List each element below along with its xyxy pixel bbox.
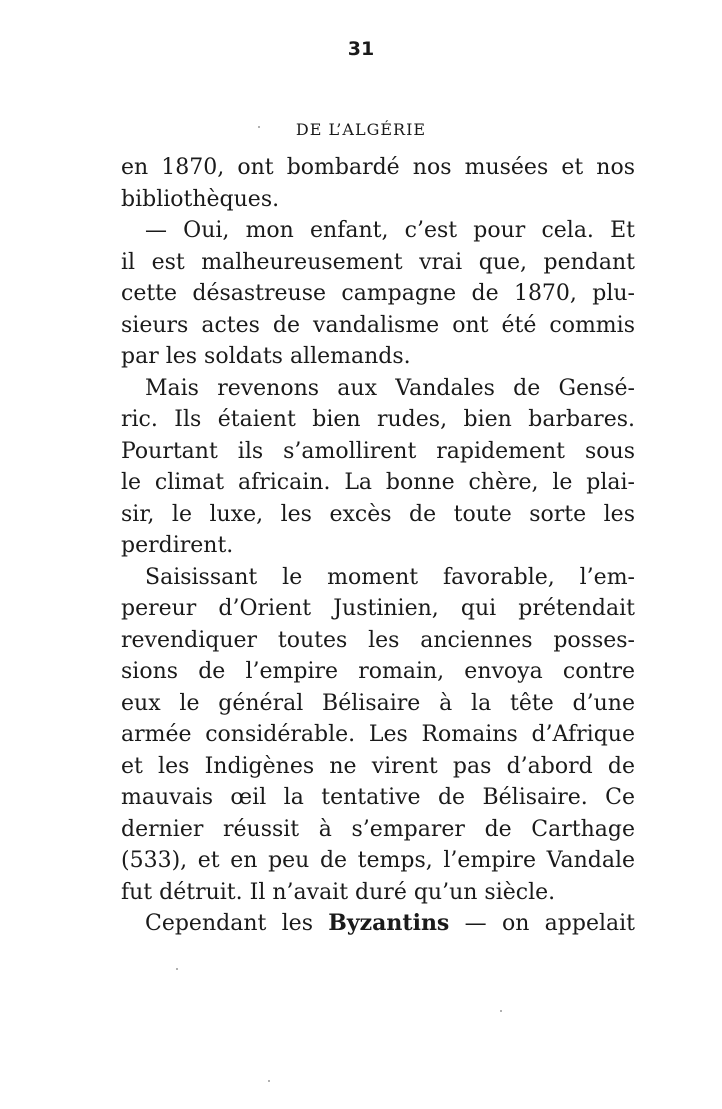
final-line-end: — on appelait — [464, 911, 635, 936]
text-line: bibliothèques. — [121, 186, 280, 212]
text-line-final — [121, 908, 635, 940]
text-line: Saisissant le moment favorable, l’em- — [145, 564, 635, 590]
body-text — [121, 152, 635, 940]
print-speck — [500, 1010, 502, 1012]
text-line: cette désastreuse campagne de 1870, plu- — [121, 281, 635, 306]
print-speck — [258, 126, 260, 128]
text-line: revendiquer toutes les anciennes posses- — [121, 627, 635, 653]
text-line: eux le général Bélisaire à la tête d’une — [121, 690, 635, 716]
text-line: (533), et en peu de temps, l’empire Vandale — [121, 848, 635, 873]
text-line: et les Indigènes ne virent pas d’abord de — [121, 753, 635, 779]
text-line: — Oui, mon enfant, c’est pour cela. Et — [145, 218, 635, 243]
text-line: mauvais œil la tentative de Bélisaire. Ce — [121, 785, 635, 810]
text-line: fut détruit. Il n’avait duré qu’un siècle. — [121, 879, 556, 905]
text-line: dernier réussit à s’emparer de Carthage — [121, 816, 635, 842]
text-line: sir, le luxe, les excès de toute sorte les — [121, 501, 635, 527]
text-line: le climat africain. La bonne chère, le plai- — [121, 470, 635, 495]
print-speck — [176, 968, 178, 970]
text-line: Mais revenons aux Vandales de Gensé- — [145, 375, 635, 401]
text-line: perdirent. — [121, 533, 234, 558]
print-speck — [268, 1080, 270, 1082]
text-line: armée considérable. Les Romains d’Afrique — [121, 722, 635, 747]
text-line: ric. Ils étaient bien rudes, bien barbares. — [121, 407, 635, 432]
text-line: pereur d’Orient Justinien, qui prétendait — [121, 596, 635, 621]
text-line: sions de l’empire romain, envoya contre — [121, 659, 635, 684]
text-line: il est malheureusement vrai que, pendant — [121, 249, 635, 275]
page-number: 31 — [347, 38, 375, 60]
running-head: DE L’ALGÉRIE — [295, 120, 427, 139]
text-line: en 1870, ont bombardé nos musées et nos — [121, 155, 635, 180]
text-line: sieurs actes de vandalisme ont été commis — [121, 312, 635, 338]
text-line: par les soldats allemands. — [121, 344, 411, 369]
bold-term: Byzantins — [328, 910, 450, 936]
text-line: Pourtant ils s’amollirent rapidement sous — [121, 438, 635, 464]
final-line-start: Cependant les — [145, 911, 313, 936]
